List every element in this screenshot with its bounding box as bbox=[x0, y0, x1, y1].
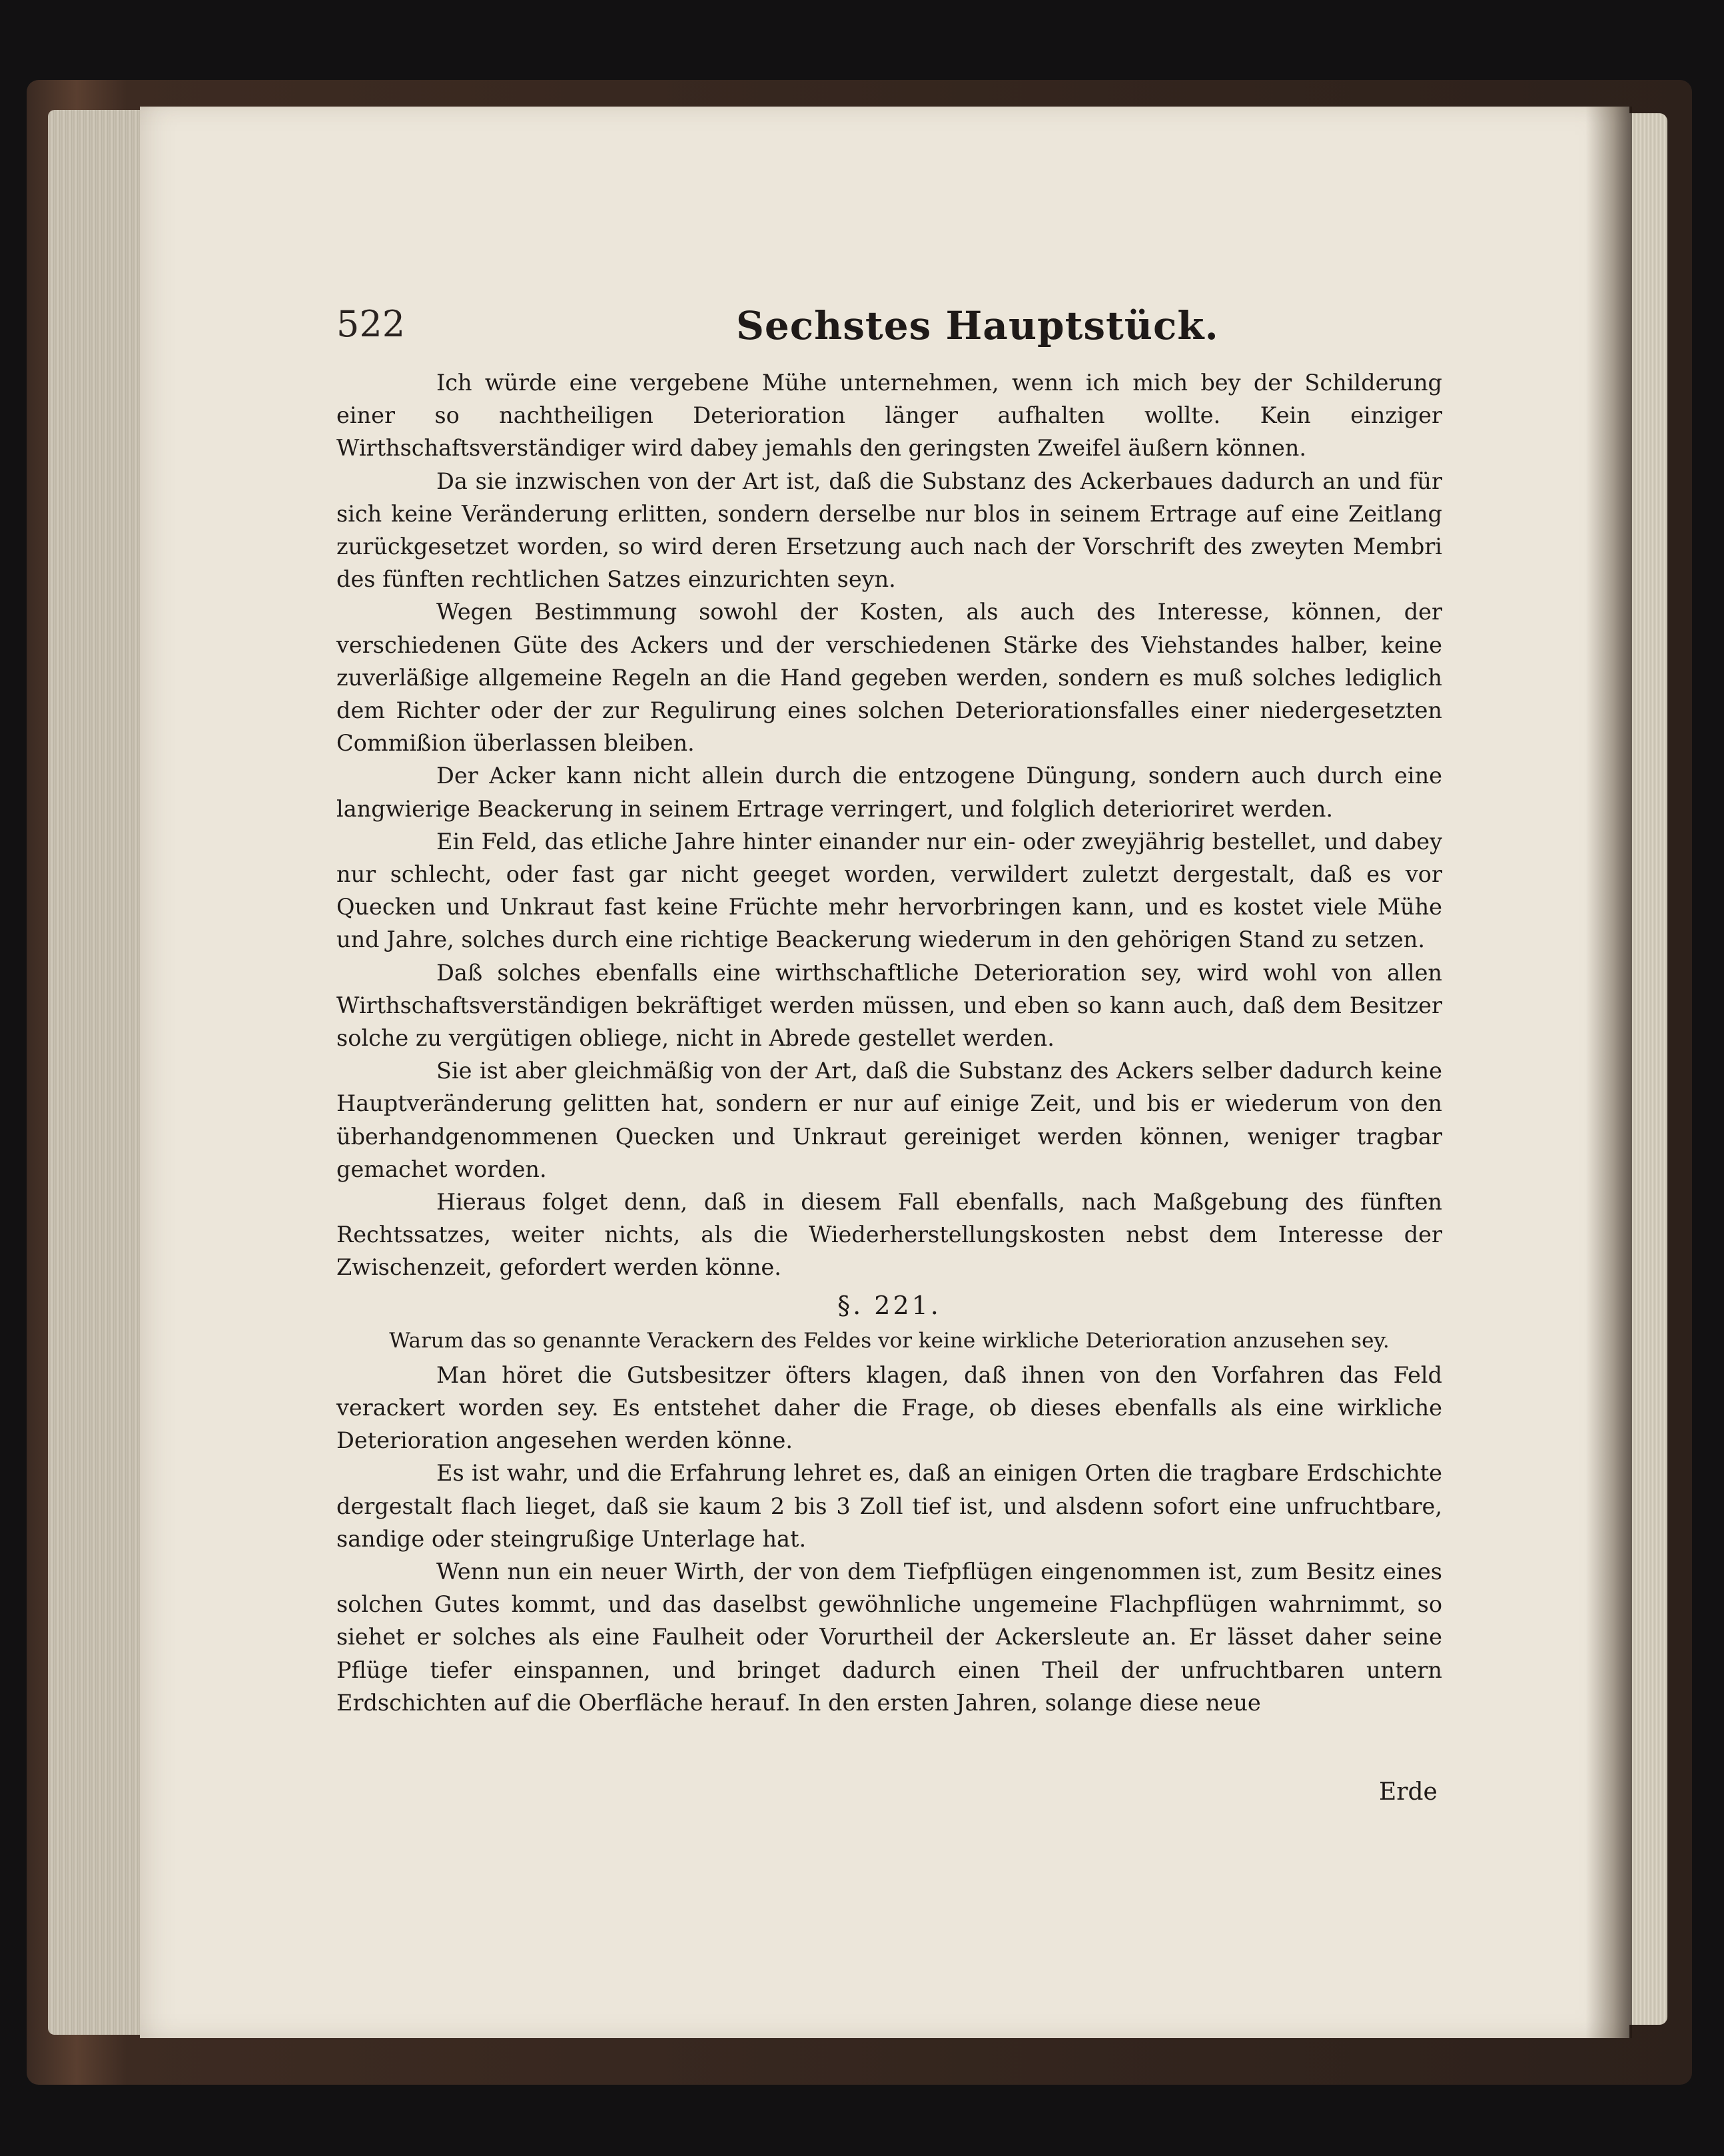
page-number: 522 bbox=[336, 303, 406, 345]
paragraph: Da sie inzwischen von der Art ist, daß die Substanz des Ackerbaues dadurch an und für sich keine Veränderung erlitten, sondern derselbe nur blos in seinem Ertrage auf eine Zeitlang zurückgesetzet worden, so wird deren Ersetzung auch nach der Vorschrift des zweyten Membri des fünften rechtlichen Satzes einzurichten seyn. bbox=[336, 468, 1442, 593]
paragraph: Wenn nun ein neuer Wirth, der von dem Tiefpflügen eingenommen ist, zum Besitz eines solchen Gutes kommt, und das daselbst gewöhnliche ungemeine Flachpflügen wahrnimmt, so siehet er solches als eine Faulheit oder Vorurtheil der Ackersleute an. Er lässet daher seine Pflüge tiefer einspannen, und bringet dadurch einen Theil der unfruchtbaren untern Erdschichten auf die Oberfläche herauf. In den ersten Jahren, solange diese neue bbox=[336, 1558, 1442, 1716]
catchword: Erde bbox=[1379, 1778, 1438, 1806]
paragraph: Wegen Bestimmung sowohl der Kosten, als auch des Interesse, können, der verschiedenen Güte des Ackers und der verschiedenen Stärke des Viehstandes halber, keine zuverläßige allgemeine Regeln an die Hand gegeben werden, sondern es muß solches lediglich dem Richter oder der zur Regulirung eines solchen Deteriorationsfalles einer niedergesetzten Commißion überlassen bleiben. bbox=[336, 599, 1442, 757]
page-edges-right bbox=[1629, 113, 1667, 2025]
paragraph: Es ist wahr, und die Erfahrung lehret es, daß an einigen Orten die tragbare Erdschichte dergestalt flach lieget, daß sie kaum 2 bis 3 Zoll tief ist, und alsdenn sofort eine unfruchtbare, sandige oder steingrußige Unterlage hat. bbox=[336, 1460, 1442, 1552]
paragraph: Hieraus folget denn, daß in diesem Fall ebenfalls, nach Maßgebung des fünften Rechtssatzes, weiter nichts, als die Wiederherstellungskosten nebst dem Interesse der Zwischenzeit, gefordert werden könne. bbox=[336, 1189, 1442, 1281]
page-edges-left bbox=[48, 110, 145, 2035]
paragraph: Ich würde eine vergebene Mühe unternehmen, wenn ich mich bey der Schilderung einer so nachtheiligen Deterioration länger aufhalten wollte. Kein einziger Wirthschaftsverständiger wird dabey jemahls den geringsten Zweifel äußern können. bbox=[336, 370, 1442, 462]
body-text bbox=[336, 366, 1442, 1719]
paragraph: Man höret die Gutsbesitzer öfters klagen, daß ihnen von den Vorfahren das Feld verackert worden sey. Es entstehet daher die Frage, ob dieses ebenfalls als eine wirkliche Deterioration angesehen werden könne. bbox=[336, 1361, 1442, 1454]
page-header bbox=[336, 303, 1436, 356]
paragraph: Daß solches ebenfalls eine wirthschaftliche Deterioration sey, wird wohl von allen Wirthschaftsverständigen bekräftiget werden müssen, und eben so kann auch, daß dem Besitzer solche zu vergütigen obliege, nicht in Abrede gestellet werden. bbox=[336, 959, 1442, 1052]
section-number: §. 221. bbox=[837, 1290, 941, 1320]
paragraph: Der Acker kann nicht allein durch die entzogene Düngung, sondern auch durch eine langwierige Beackerung in seinem Ertrage verringert, und folglich deterioriret werden. bbox=[336, 763, 1442, 822]
page-gutter-shadow bbox=[1585, 107, 1632, 2038]
running-head: Sechstes Hauptstück. bbox=[736, 303, 1219, 348]
paragraph: Ein Feld, das etliche Jahre hinter einander nur ein- oder zweyjährig bestellet, und dabey nur schlecht, oder fast gar nicht geeget worden, verwildert zuletzt dergestalt, daß es vor Quecken und Unkraut fast keine Früchte mehr hervorbringen kann, und es kostet viele Mühe und Jahre, solches durch eine richtige Beackerung wiederum in den gehörigen Stand zu setzen. bbox=[336, 828, 1442, 953]
section-title: Warum das so genannte Verackern des Feldes vor keine wirkliche Deterioration anzusehen sey. bbox=[389, 1328, 1390, 1353]
paragraph: Sie ist aber gleichmäßig von der Art, daß die Substanz des Ackers selber dadurch keine Hauptveränderung gelitten hat, sondern er nur auf einige Zeit, und bis er wiederum von den überhandgenommenen Quecken und Unkraut gereiniget werden können, weniger tragbar gemachet worden. bbox=[336, 1058, 1442, 1182]
